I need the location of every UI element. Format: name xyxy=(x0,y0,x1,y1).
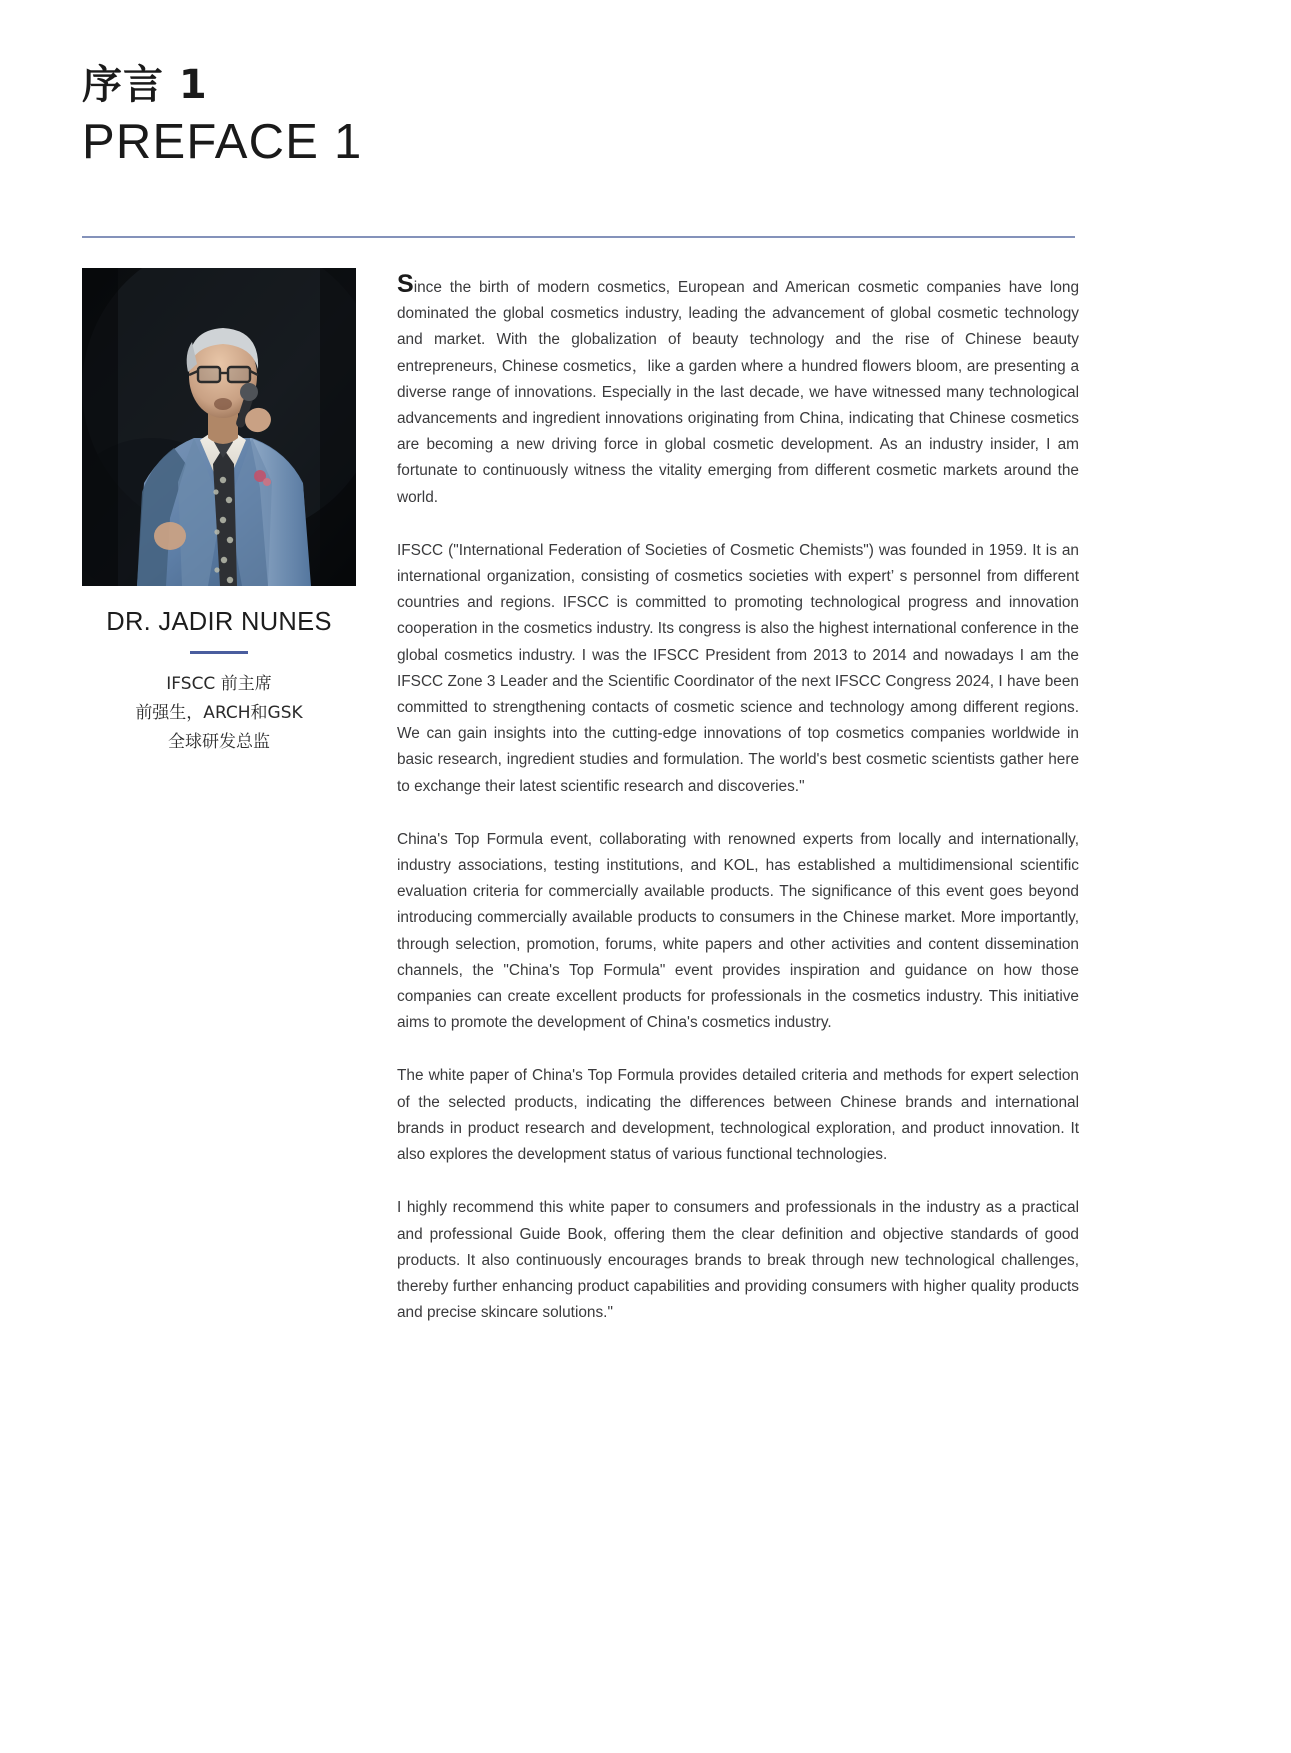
author-credentials xyxy=(82,670,356,758)
body-paragraph: I highly recommend this white paper to consumers and professionals in the industry as a practical and professional Guide Book, offering them the clear definition and objective standards of good products. It also continuously encourages brands to break through new technological challenges, thereby further enhancing product capabilities and providing consumers with higher quality products and precise skincare solutions." xyxy=(397,1199,1079,1322)
header-divider xyxy=(82,236,1075,238)
author-credential-line: 前强生，ARCH和GSK xyxy=(135,703,303,724)
author-name-divider xyxy=(190,651,248,654)
body-paragraph: China's Top Formula event, collaborating with renowned experts from locally and internationally, industry associations, testing institutions, and KOL, has established a multidimensional scientific evaluation criteria for commercially available products. The significance of this event goes beyond introducing commercially available products to consumers in the Chinese market. More importantly, through selection, promotion, forums, white papers and other activities and content dissemination channels, the "China's Top Formula" event provides inspiration and guidance on how those companies can create excellent products for professionals in the cosmetics industry. This initiative aims to promote the development of China's cosmetics industry. xyxy=(397,830,1079,1032)
page-title-english: PREFACE 1 xyxy=(82,115,363,169)
page-header xyxy=(82,62,1082,170)
author-name: DR. JADIR NUNES xyxy=(106,608,332,636)
body-paragraph: IFSCC ("International Federation of Societies of Cosmetic Chemists") was founded in 1959. It is an international organization, consisting of cosmetics societies with expert’ s personnel from different countries and regions. IFSCC is committed to promoting technological progress and innovation cooperation in the cosmetics industry. Its congress is also the highest international conference in the global cosmetics industry. I was the IFSCC President from 2013 to 2014 and nowadays I am the IFSCC Zone 3 Leader and the Scientific Coordinator of the next IFSCC Congress 2024, I have been committed to strengthening contacts of cosmetic science and technology among different regions. We can gain insights into the cutting-edge innovations of top cosmetics companies worldwide in basic research, ingredient studies and formulation. The world's best cosmetic scientists gather here to exchange their latest scientific research and discoveries." xyxy=(397,541,1079,795)
preface-body xyxy=(397,272,1079,1326)
author-portrait-photo xyxy=(82,268,356,586)
body-paragraph: The white paper of China's Top Formula provides detailed criteria and methods for expert selection of the selected products, indicating the differences between Chinese brands and international brands in product research and development, technological exploration, and product innovation. It also explores the development status of various functional technologies. xyxy=(397,1067,1079,1164)
page-title-chinese: 序言 1 xyxy=(82,62,208,108)
author-credential-line: IFSCC 前主席 xyxy=(166,674,272,694)
author-credential-line: 全球研发总监 xyxy=(168,732,270,753)
body-paragraph: Since the birth of modern cosmetics, European and American cosmetic companies have long dominated the global cosmetics industry, leading the advancement of global cosmetic technology and market. With the globalization of beauty technology and the rise of Chinese beauty entrepreneurs, Chinese cosmetics，like a garden where a hundred flowers bloom, are presenting a diverse range of innovations. Especially in the last decade, we have witnessed many technological advancements and ingredient innovations originating from China, indicating that Chinese cosmetics are becoming a new driving force in global cosmetic development. As an industry insider, I am fortunate to continuously witness the vitality emerging from different cosmetic markets around the world. xyxy=(397,270,1079,506)
author-profile-panel xyxy=(82,268,356,758)
